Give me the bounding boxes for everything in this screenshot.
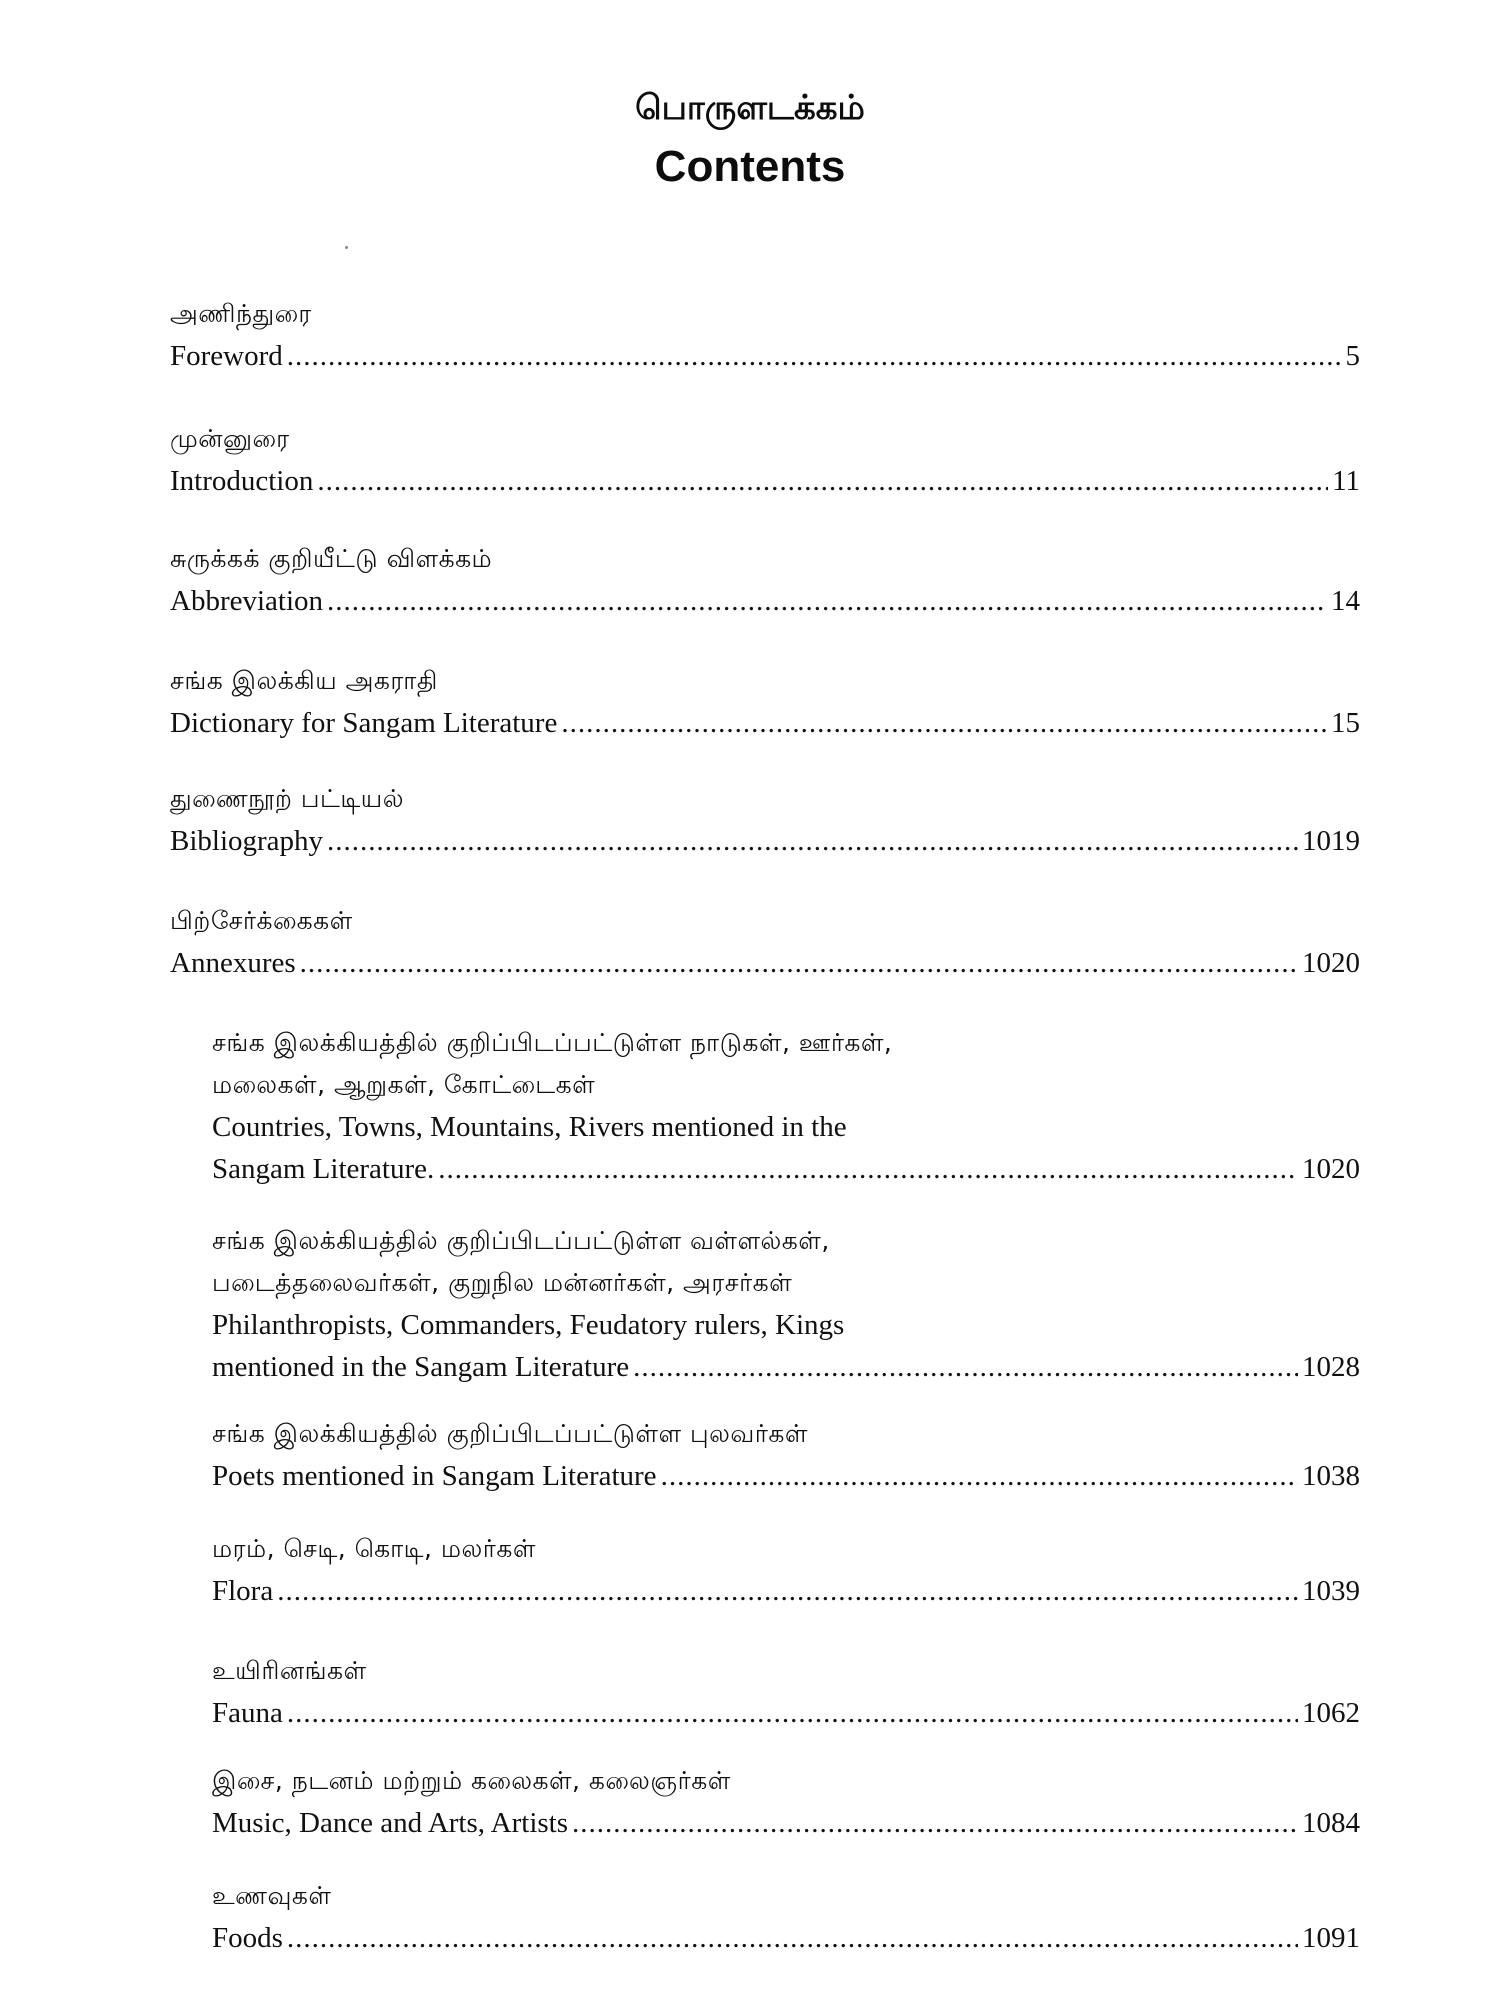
dot-leader	[277, 1570, 1298, 1612]
annexure-tamil-line: மலைகள், ஆறுகள், கோட்டைகள்	[212, 1070, 596, 1099]
toc-row	[212, 1455, 1360, 1497]
toc-entry-abbreviation	[170, 538, 1360, 622]
annexure-tamil-line: சங்க இலக்கியத்தில் குறிப்பிடப்பட்டுள்ள நாடுகள், ஊர்கள்,	[212, 1028, 893, 1057]
annexure-english-line: Fauna	[212, 1697, 283, 1729]
dot-leader	[287, 1692, 1298, 1734]
annexure-entry-fauna	[212, 1650, 1360, 1734]
toc-row	[212, 1346, 1360, 1388]
dot-leader	[300, 942, 1298, 984]
toc-entry-english: Dictionary for Sangam Literature	[170, 707, 558, 739]
page-number: 5	[1345, 340, 1360, 372]
toc-entry-introduction	[170, 418, 1360, 502]
dot-leader	[438, 1148, 1298, 1190]
dot-leader	[287, 1917, 1298, 1959]
page-number: 1020	[1302, 1153, 1360, 1185]
page-number: 1020	[1302, 947, 1360, 979]
annexure-entry-music	[212, 1760, 1360, 1844]
toc-row	[170, 580, 1360, 622]
toc-entry-bibliography	[170, 778, 1360, 862]
annexure-english-line: Poets mentioned in Sangam Literature	[212, 1460, 657, 1492]
dot-leader	[572, 1802, 1298, 1844]
dot-leader	[327, 820, 1298, 862]
annexure-english-line: Foods	[212, 1922, 283, 1954]
toc-entry-english: Introduction	[170, 465, 314, 497]
toc-entry-english: Abbreviation	[170, 585, 324, 617]
toc-entry-foreword	[170, 293, 1360, 377]
page-number: 15	[1331, 707, 1360, 739]
annexure-entry-rulers	[212, 1220, 1360, 1388]
page-title-tamil: பொருளடக்கம்	[635, 88, 865, 128]
page-number: 11	[1332, 465, 1360, 497]
toc-row	[170, 460, 1360, 502]
annexure-entry-foods	[212, 1875, 1360, 1959]
toc-entry-english: Bibliography	[170, 825, 324, 857]
page-number: 1039	[1302, 1575, 1360, 1607]
dot-leader	[327, 580, 1327, 622]
annexure-tamil-line: இசை, நடனம் மற்றும் கலைகள், கலைஞர்கள்	[212, 1766, 731, 1795]
toc-row	[170, 942, 1360, 984]
annexure-english-line: Philanthropists, Commanders, Feudatory rulers, Kings	[212, 1309, 845, 1341]
annexure-english-line: Countries, Towns, Mountains, Rivers mentioned in the	[212, 1111, 847, 1143]
annexure-tamil-line: படைத்தலைவர்கள், குறுநில மன்னர்கள், அரசர்கள்	[212, 1268, 793, 1297]
toc-row	[212, 1802, 1360, 1844]
toc-entry-tamil: துணைநூற் பட்டியல்	[170, 784, 404, 813]
dot-leader	[287, 335, 1342, 377]
dot-leader	[561, 702, 1327, 744]
scan-speck	[345, 246, 348, 249]
toc-entry-tamil: சங்க இலக்கிய அகராதி	[170, 666, 438, 695]
annexure-entry-poets	[212, 1413, 1360, 1497]
annexure-english-line: mentioned in the Sangam Literature	[212, 1351, 630, 1383]
toc-entry-tamil: பிற்சேர்க்கைகள்	[170, 906, 353, 935]
toc-entry-tamil: அணிந்துரை	[170, 299, 312, 328]
page-number: 1028	[1302, 1351, 1360, 1383]
toc-row	[212, 1148, 1360, 1190]
page-number: 1062	[1302, 1697, 1360, 1729]
dot-leader	[317, 460, 1328, 502]
toc-row	[170, 820, 1360, 862]
toc-entry-annexures	[170, 900, 1360, 984]
toc-row	[212, 1570, 1360, 1612]
dot-leader	[661, 1455, 1298, 1497]
toc-row	[212, 1917, 1360, 1959]
page-number: 1019	[1302, 825, 1360, 857]
page-number: 1091	[1302, 1922, 1360, 1954]
page-number: 1038	[1302, 1460, 1360, 1492]
annexure-entry-places	[212, 1022, 1360, 1190]
annexure-english-line: Sangam Literature.	[212, 1153, 435, 1185]
toc-entry-dictionary	[170, 660, 1360, 744]
annexure-tamil-line: மரம், செடி, கொடி, மலர்கள்	[212, 1534, 536, 1563]
page-number: 14	[1331, 585, 1360, 617]
annexure-tamil-line: உணவுகள்	[212, 1881, 332, 1910]
annexure-tamil-line: சங்க இலக்கியத்தில் குறிப்பிடப்பட்டுள்ள புலவர்கள்	[212, 1419, 808, 1448]
annexure-english-line: Music, Dance and Arts, Artists	[212, 1807, 569, 1839]
toc-entry-tamil: சுருக்கக் குறியீட்டு விளக்கம்	[170, 544, 493, 573]
annexure-english-line: Flora	[212, 1575, 274, 1607]
toc-row	[212, 1692, 1360, 1734]
page-title: Contents	[654, 142, 846, 191]
toc-row	[170, 702, 1360, 744]
annexure-entry-flora	[212, 1528, 1360, 1612]
toc-entry-english: Annexures	[170, 947, 296, 979]
annexure-tamil-line: உயிரினங்கள்	[212, 1656, 367, 1685]
page-number: 1084	[1302, 1807, 1360, 1839]
toc-entry-tamil: முன்னுரை	[170, 424, 290, 453]
annexure-tamil-line: சங்க இலக்கியத்தில் குறிப்பிடப்பட்டுள்ள வள்ளல்கள்,	[212, 1226, 830, 1255]
toc-entry-english: Foreword	[170, 340, 283, 372]
toc-row	[170, 335, 1360, 377]
dot-leader	[633, 1346, 1298, 1388]
